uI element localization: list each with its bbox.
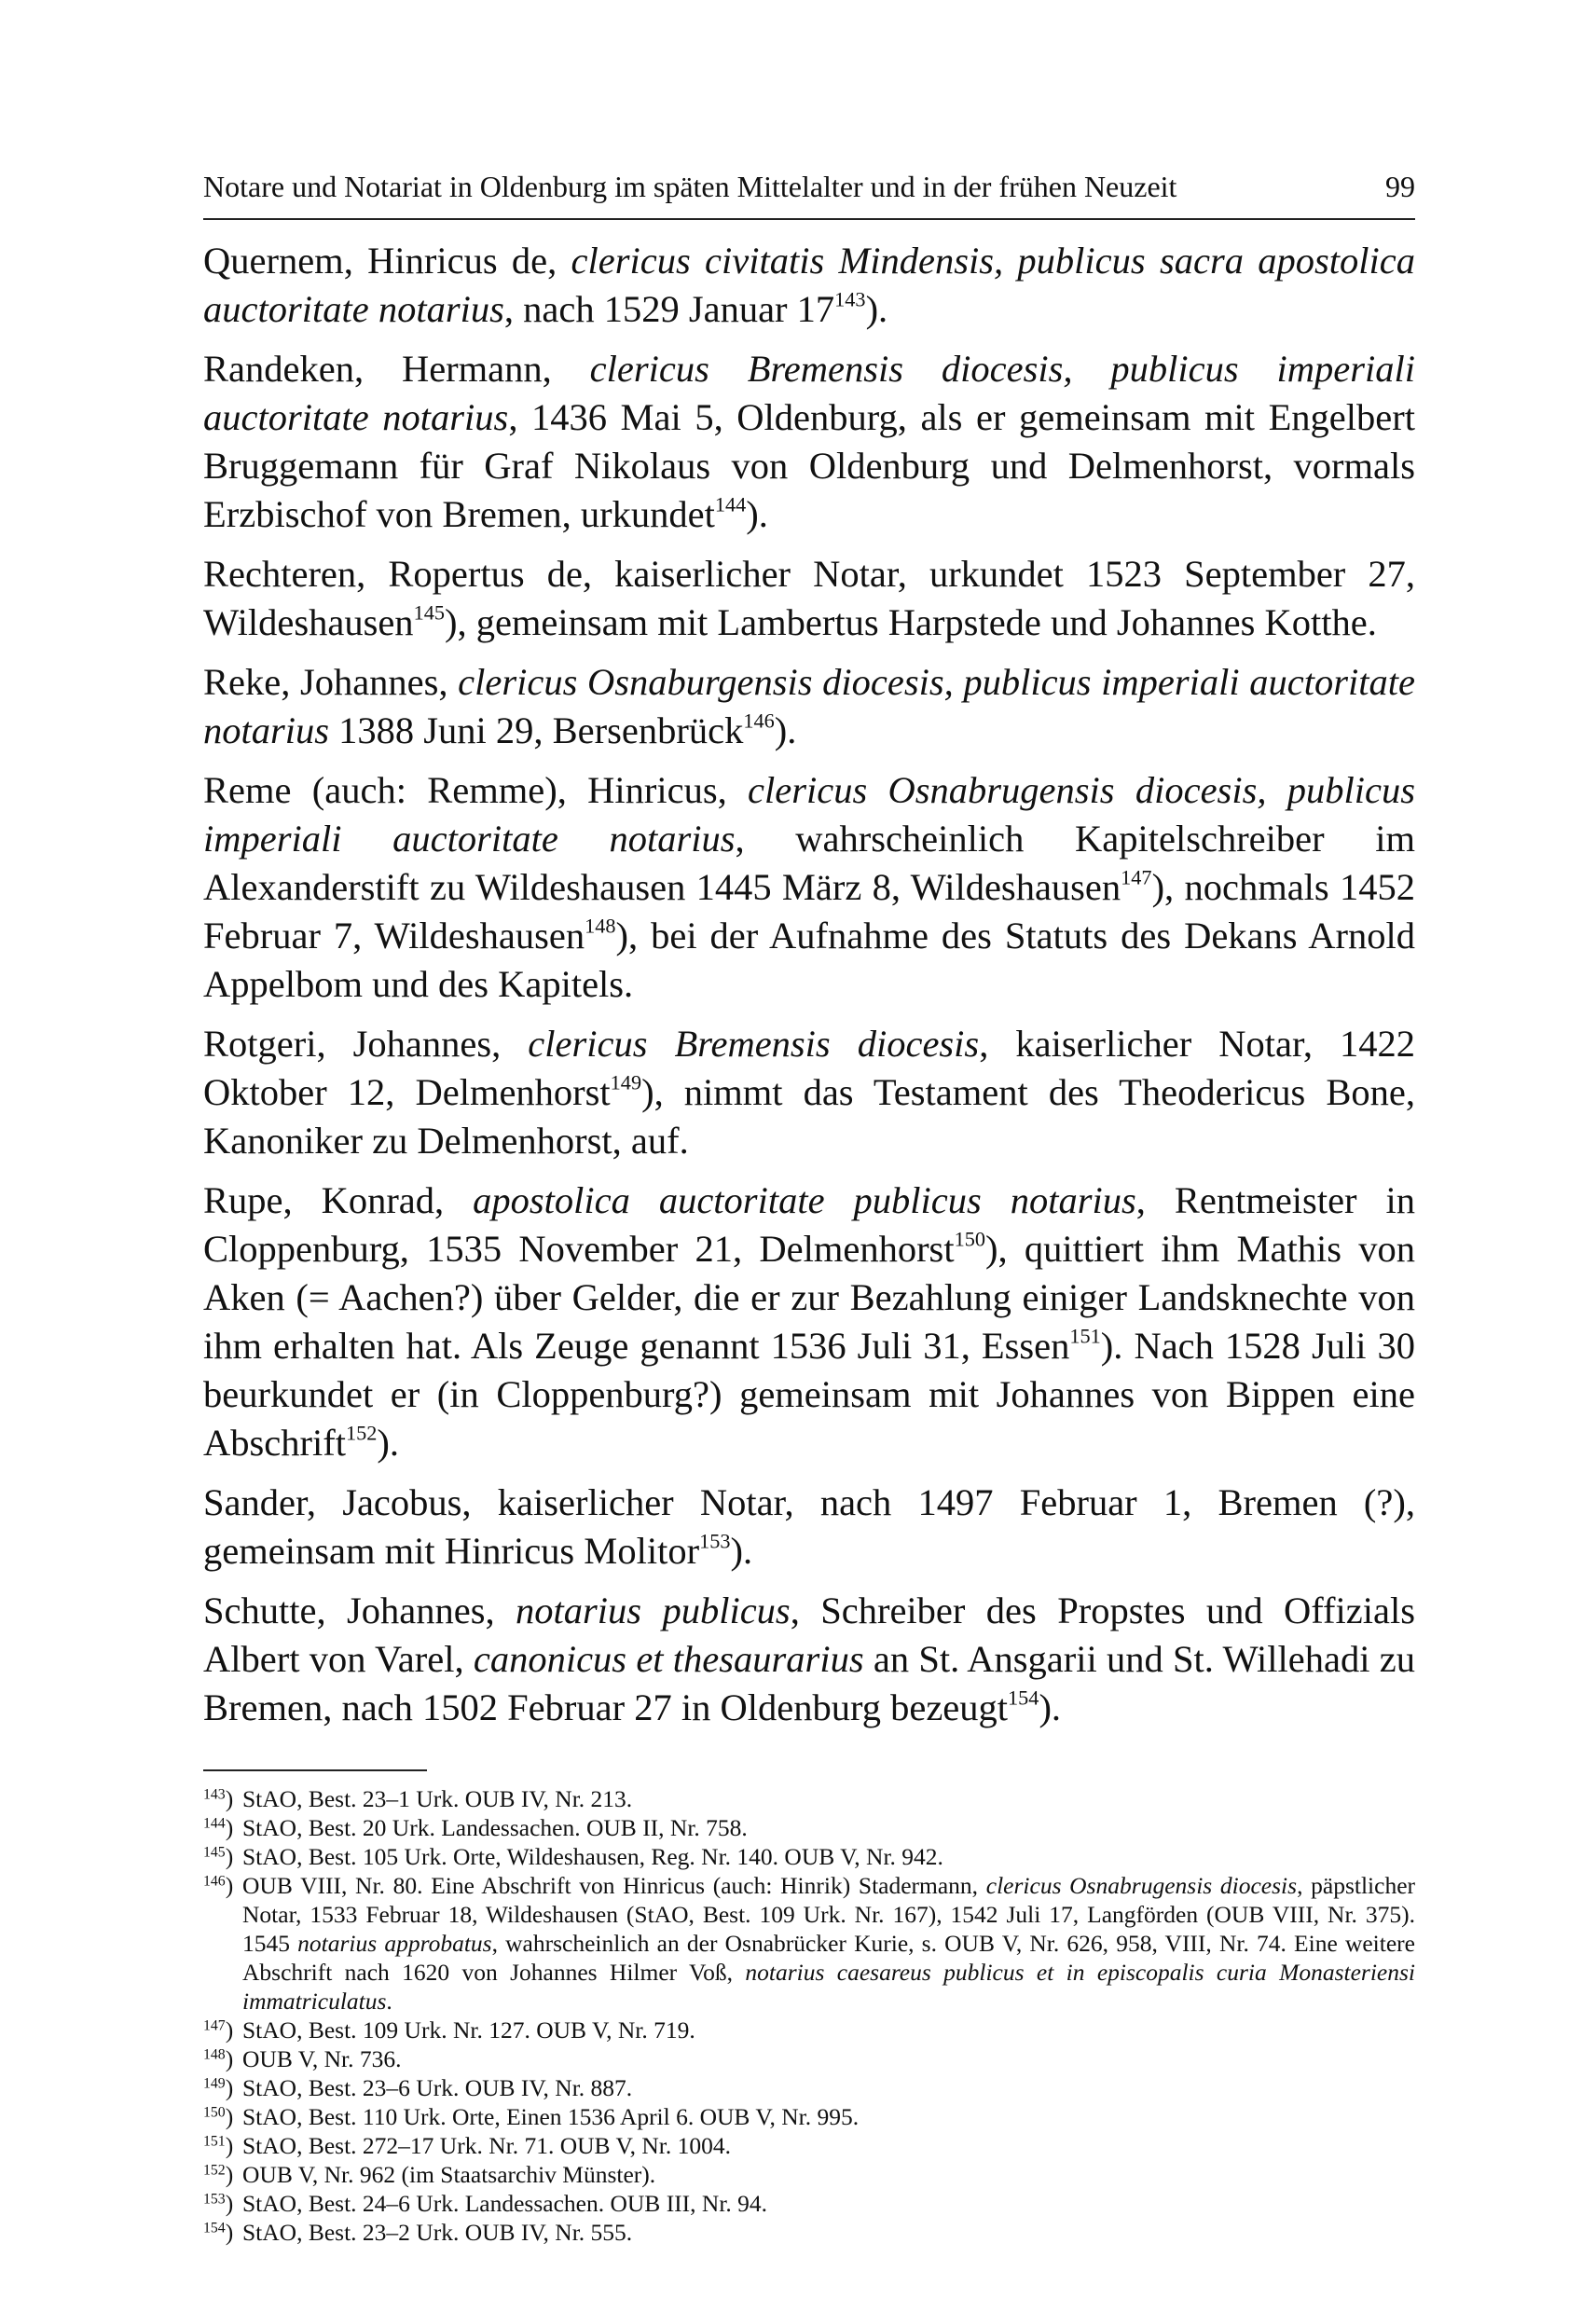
- footnote-text: [242, 2189, 1415, 2218]
- text-run: .: [386, 1988, 392, 2015]
- text-run: StAO, Best. 272–17 Urk. Nr. 71. OUB V, Nr. 1004.: [242, 2132, 731, 2159]
- text-run: , kaiserlicher Notar, 1422 Oktober 12, Delmenhorst: [203, 1023, 1415, 1113]
- footnote-text: [242, 2160, 1415, 2189]
- text-run: ), nochmals 1452 Februar 7, Wildeshausen: [203, 866, 1415, 956]
- footnote-number: 150: [203, 2104, 226, 2121]
- text-run: OUB V, Nr. 736.: [242, 2045, 402, 2072]
- text-run: ), gemeinsam mit Lambertus Harpstede und Johannes Kotthe.: [444, 601, 1377, 643]
- footnote: [203, 2131, 1415, 2160]
- footnote-reference: 147: [1121, 865, 1152, 889]
- footnote-number: 146: [203, 1873, 226, 1890]
- text-run: Randeken, Hermann,: [203, 348, 590, 390]
- text-run: ).: [1039, 1686, 1062, 1728]
- footnote-marker: $^{147}$): [203, 2016, 234, 2044]
- footnote-reference: 143: [834, 287, 866, 311]
- footnote-text: [242, 1871, 1415, 2016]
- text-run: StAO, Best. 23–1 Urk. OUB IV, Nr. 213.: [242, 1785, 633, 1812]
- footnote-number: 154: [203, 2220, 226, 2236]
- italic-text: notarius publicus: [516, 1590, 791, 1631]
- footnote-marker: $^{143}$): [203, 1785, 234, 1812]
- footnote-number: 151: [203, 2133, 226, 2150]
- italic-text: notarius caesareus publicus et in episcopalis curia Monasteriensi immatriculatus: [242, 1959, 1415, 2015]
- footnote: [203, 2044, 1415, 2073]
- footnote-reference: 144: [714, 492, 747, 516]
- text-run: , Schreiber des Propstes und Offizials Albert von Varel,: [203, 1590, 1415, 1680]
- notary-entry: [203, 766, 1415, 1009]
- italic-text: notarius approbatus: [297, 1930, 492, 1957]
- footnote: [203, 2218, 1415, 2247]
- text-run: , päpstlicher Notar, 1533 Februar 18, Wildeshausen (StAO, Best. 109 Urk. Nr. 167), 1542 Juli 17, Langförden (OUB VIII, Nr. 375). 1545: [242, 1872, 1416, 1957]
- text-run: Rotgeri, Johannes,: [203, 1023, 529, 1065]
- text-run: Reke, Johannes,: [203, 661, 459, 703]
- text-run: Rupe, Konrad,: [203, 1179, 474, 1221]
- footnote: [203, 1813, 1415, 1842]
- footnote-marker: $^{152}$): [203, 2161, 234, 2188]
- text-run: ).: [746, 493, 768, 535]
- notary-entry: [203, 1177, 1415, 1467]
- text-run: StAO, Best. 23–2 Urk. OUB IV, Nr. 555.: [242, 2219, 633, 2246]
- italic-text: clericus civitatis Mindensis, publicus sacra apostolica auctoritate notarius: [203, 240, 1415, 330]
- footnote: [203, 2189, 1415, 2218]
- footnote: [203, 1784, 1415, 1813]
- text-run: , nach 1529 Januar 17: [503, 288, 835, 330]
- text-run: ).: [377, 1422, 399, 1464]
- footnote-reference: 150: [954, 1227, 985, 1251]
- italic-text: apostolica auctoritate publicus notarius: [473, 1179, 1136, 1221]
- footnote-text: [242, 2218, 1415, 2247]
- text-run: Rechteren, Ropertus de, kaiserlicher Notar, urkundet 1523 September 27, Wildeshausen: [203, 553, 1415, 643]
- text-run: , 1436 Mai 5, Oldenburg, als er gemeinsam mit Engelbert Bruggemann für Graf Nikolaus von Oldenburg und Delmenhorst, vormals Erzbischof von Bremen, urkundet: [203, 396, 1415, 535]
- footnotes: [203, 1784, 1415, 2247]
- text-run: OUB V, Nr. 962 (im Staatsarchiv Münster).: [242, 2161, 656, 2188]
- footnote-reference: 145: [413, 600, 445, 625]
- footnote-number: 145: [203, 1844, 226, 1861]
- footnote-number: 153: [203, 2191, 226, 2208]
- text-run: ), nimmt das Testament des Theodericus Bone, Kanoniker zu Delmenhorst, auf.: [203, 1071, 1415, 1162]
- footnote-marker: $^{153}$): [203, 2190, 234, 2217]
- italic-text: canonicus et thesaurarius: [473, 1638, 864, 1680]
- footnote-number: 152: [203, 2162, 226, 2179]
- page-number: 99: [1385, 170, 1415, 203]
- footnote-number: 143: [203, 1786, 226, 1803]
- text-run: StAO, Best. 20 Urk. Landessachen. OUB II, Nr. 758.: [242, 1814, 748, 1841]
- footnote-marker: $^{151}$): [203, 2132, 234, 2159]
- footnote-reference: 154: [1008, 1686, 1039, 1710]
- footnote: [203, 2160, 1415, 2189]
- notary-entry: [203, 1587, 1415, 1732]
- text-run: StAO, Best. 24–6 Urk. Landessachen. OUB III, Nr. 94.: [242, 2190, 768, 2217]
- text-run: Sander, Jacobus, kaiserlicher Notar, nach 1497 Februar 1, Bremen (?), gemeinsam mit Hinricus Molitor: [203, 1481, 1415, 1572]
- footnote-reference: 151: [1069, 1324, 1101, 1348]
- footnote-reference: 146: [743, 709, 775, 733]
- footnote-reference: 153: [699, 1529, 731, 1553]
- running-title: Notare und Notariat in Oldenburg im späten Mittelalter und in der frühen Neuzeit: [203, 170, 1177, 203]
- text-run: ), bei der Aufnahme des Statuts des Dekans Arnold Appelbom und des Kapitels.: [203, 915, 1416, 1005]
- footnote-reference: 148: [585, 914, 616, 938]
- text-run: ), quittiert ihm Mathis von Aken (= Aachen?) über Gelder, die er zur Bezahlung einiger Landsknechte von ihm erhalten hat. Als Zeuge genannt 1536 Juli 31, Essen: [203, 1228, 1416, 1367]
- footnote-separator: [203, 1769, 427, 1771]
- text-run: an St. Ansgarii und St. Willehadi zu Bremen, nach 1502 Februar 27 in Oldenburg bezeugt: [203, 1638, 1415, 1728]
- footnote-marker: $^{149}$): [203, 2074, 234, 2101]
- text-run: StAO, Best. 109 Urk. Nr. 127. OUB V, Nr. 719.: [242, 2016, 695, 2044]
- footnote-text: [242, 1842, 1415, 1871]
- text-run: StAO, Best. 110 Urk. Orte, Einen 1536 April 6. OUB V, Nr. 995.: [242, 2103, 860, 2130]
- footnote-text: [242, 1784, 1415, 1813]
- notary-entry: [203, 1479, 1415, 1576]
- footnote: [203, 1871, 1415, 2016]
- italic-text: clericus Bremensis diocesis: [528, 1023, 980, 1065]
- footnote-text: [242, 2102, 1415, 2131]
- footnote-marker: $^{150}$): [203, 2103, 234, 2130]
- footnote-text: [242, 1813, 1415, 1842]
- footnote-text: [242, 2131, 1415, 2160]
- italic-text: clericus Osnabrugensis diocesis: [985, 1872, 1298, 1899]
- footnote: [203, 1842, 1415, 1871]
- notary-entry: [203, 237, 1415, 334]
- text-run: , Rentmeister in Cloppenburg, 1535 November 21, Delmenhorst: [203, 1179, 1415, 1270]
- notary-entry: [203, 1020, 1415, 1165]
- footnote-text: [242, 2044, 1415, 2073]
- footnote: [203, 2016, 1415, 2044]
- italic-text: clericus Osnaburgensis diocesis, publicus imperiali auctoritate notarius: [203, 661, 1415, 751]
- footnote-marker: $^{148}$): [203, 2045, 234, 2072]
- text-run: StAO, Best. 23–6 Urk. OUB IV, Nr. 887.: [242, 2074, 633, 2101]
- italic-text: clericus Osnabrugensis diocesis, publicus imperiali auctoritate notarius: [203, 769, 1415, 860]
- notary-entry: [203, 550, 1415, 647]
- footnote-marker: $^{145}$): [203, 1843, 234, 1870]
- text-run: , wahrscheinlich an der Osnabrücker Kurie, s. OUB V, Nr. 626, 958, VIII, Nr. 74. Eine weitere Abschrift nach 1620 von Johannes Hilmer Voß,: [242, 1930, 1415, 1986]
- text-run: ).: [774, 709, 797, 751]
- footnote-text: [242, 2073, 1415, 2102]
- footnote-number: 144: [203, 1815, 226, 1832]
- footnote-reference: 149: [610, 1070, 642, 1094]
- text-run: StAO, Best. 105 Urk. Orte, Wildeshausen, Reg. Nr. 140. OUB V, Nr. 942.: [242, 1843, 943, 1870]
- footnote-marker: $^{154}$): [203, 2219, 234, 2246]
- page: [203, 168, 1415, 2247]
- text-run: Schutte, Johannes,: [203, 1590, 516, 1631]
- footnote-number: 149: [203, 2075, 226, 2092]
- text-run: ). Nach 1528 Juli 30 beurkundet er (in Cloppenburg?) gemeinsam mit Johannes von Bippen eine Abschrift: [203, 1325, 1416, 1464]
- footnote-marker: $^{146}$): [203, 1872, 234, 1899]
- text-run: 1388 Juni 29, Bersenbrück: [329, 709, 744, 751]
- notary-entries: [203, 237, 1415, 1732]
- text-run: Quernem, Hinricus de,: [203, 240, 571, 282]
- footnote: [203, 2073, 1415, 2102]
- text-run: OUB VIII, Nr. 80. Eine Abschrift von Hinricus (auch: Hinrik) Stadermann,: [242, 1872, 986, 1899]
- notary-entry: [203, 658, 1415, 755]
- text-run: Reme (auch: Remme), Hinricus,: [203, 769, 749, 811]
- footnote-number: 147: [203, 2017, 226, 2034]
- text-run: , wahrscheinlich Kapitelschreiber im Alexanderstift zu Wildeshausen 1445 März 8, Wildeshausen: [203, 818, 1415, 908]
- running-header: [203, 168, 1415, 220]
- notary-entry: [203, 345, 1415, 539]
- text-run: ).: [865, 288, 888, 330]
- italic-text: clericus Bremensis diocesis, publicus imperiali auctoritate notarius: [203, 348, 1415, 438]
- footnote-number: 148: [203, 2046, 226, 2063]
- footnote-marker: $^{144}$): [203, 1814, 234, 1841]
- text-run: ).: [730, 1530, 753, 1572]
- footnote: [203, 2102, 1415, 2131]
- footnote-text: [242, 2016, 1415, 2044]
- footnote-reference: 152: [345, 1421, 378, 1445]
